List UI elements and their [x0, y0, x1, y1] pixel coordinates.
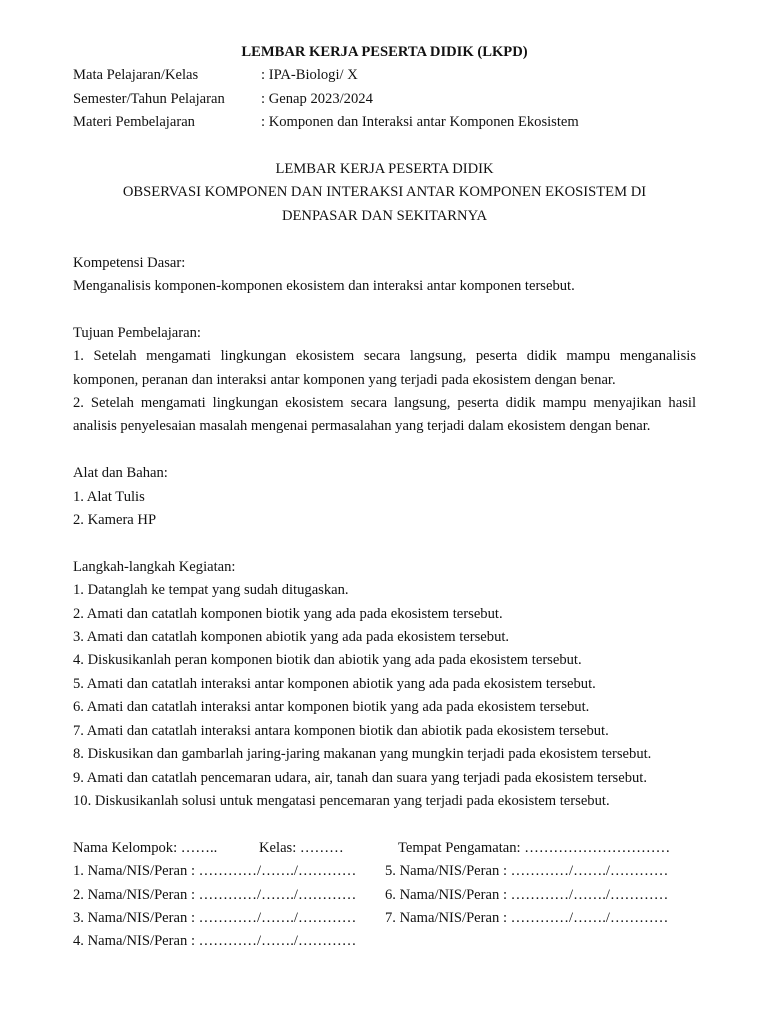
langkah-item: 2. Amati dan catatlah komponen biotik yang ada pada ekosistem tersebut.	[73, 605, 503, 622]
kompetensi-text: Menganalisis komponen-komponen ekosistem dan interaksi antar komponen tersebut.	[73, 278, 575, 295]
member-field: 6. Nama/NIS/Peran : …………/……./…………	[385, 886, 669, 903]
spacer	[73, 532, 696, 555]
section-heading-line-1: LEMBAR KERJA PESERTA DIDIK	[275, 161, 494, 178]
kelas-field: Kelas: ………	[259, 839, 344, 856]
section-heading-line-3: DENPASAR DAN SEKITARNYA	[281, 207, 488, 224]
spacer	[73, 439, 696, 462]
tujuan-label: Tujuan Pembelajaran:	[73, 324, 201, 341]
meta-label: Mata Pelajaran/Kelas	[73, 67, 199, 84]
alat-item: 1. Alat Tulis	[73, 488, 145, 505]
member-field: 3. Nama/NIS/Peran : …………/……./…………	[73, 909, 357, 926]
meta-value: : Komponen dan Interaksi antar Komponen Ekosistem	[261, 114, 579, 131]
meta-label: Semester/Tahun Pelajaran	[73, 90, 225, 107]
langkah-item: 4. Diskusikanlah peran komponen biotik dan abiotik yang ada pada ekosistem tersebut.	[73, 652, 582, 669]
member-row	[73, 930, 696, 953]
member-field: 5. Nama/NIS/Peran : …………/……./…………	[385, 863, 669, 880]
tempat-pengamatan-field: Tempat Pengamatan: …………………………	[398, 839, 671, 856]
langkah-item: 5. Amati dan catatlah interaksi antar komponen abiotik yang ada pada ekosistem tersebut.	[73, 675, 596, 692]
spacer	[73, 135, 696, 158]
meta-row-materi	[73, 111, 696, 134]
langkah-label: Langkah-langkah Kegiatan:	[73, 558, 236, 575]
meta-row-semester	[73, 88, 696, 111]
member-field: 2. Nama/NIS/Peran : …………/……./…………	[73, 886, 357, 903]
spacer	[73, 228, 696, 251]
spacer	[73, 298, 696, 321]
alat-label: Alat dan Bahan:	[73, 465, 168, 482]
section-heading-line-2: OBSERVASI KOMPONEN DAN INTERAKSI ANTAR KOMPONEN EKOSISTEM DI	[122, 184, 647, 201]
langkah-item: 10. Diskusikanlah solusi untuk mengatasi pencemaran yang terjadi pada ekosistem tersebut.	[73, 792, 610, 809]
member-row	[73, 884, 696, 907]
kompetensi-label: Kompetensi Dasar:	[73, 254, 186, 271]
kelompok-header-row	[73, 837, 696, 860]
spacer	[73, 813, 696, 836]
langkah-item: 9. Amati dan catatlah pencemaran udara, air, tanah dan suara yang terjadi pada ekosistem tersebut.	[73, 769, 648, 786]
member-field: 4. Nama/NIS/Peran : …………/……./…………	[73, 933, 357, 950]
meta-row-subject	[73, 64, 696, 87]
nama-kelompok-field: Nama Kelompok: ……..	[73, 839, 218, 856]
langkah-item: 6. Amati dan catatlah interaksi antar komponen biotik yang ada pada ekosistem tersebut.	[73, 699, 590, 716]
member-row	[73, 860, 696, 883]
langkah-item: 8. Diskusikan dan gambarlah jaring-jaring makanan yang mungkin terjadi pada ekosistem tersebut.	[73, 746, 652, 763]
langkah-item: 1. Datanglah ke tempat yang sudah ditugaskan.	[73, 582, 349, 599]
langkah-item: 3. Amati dan catatlah komponen abiotik yang ada pada ekosistem tersebut.	[73, 629, 510, 646]
alat-item: 2. Kamera HP	[73, 512, 157, 529]
document-content	[73, 41, 696, 954]
document-title: LEMBAR KERJA PESERTA DIDIK (LKPD)	[241, 44, 528, 60]
member-row	[73, 907, 696, 930]
tujuan-item: 1. Setelah mengamati lingkungan ekosistem secara langsung, peserta didik mampu menganalisis komponen, peranan dan interaksi antar komponen yang terjadi pada ekosistem dengan benar.	[73, 348, 696, 388]
meta-label: Materi Pembelajaran	[73, 114, 195, 131]
member-field: 1. Nama/NIS/Peran : …………/……./…………	[73, 863, 357, 880]
langkah-item: 7. Amati dan catatlah interaksi antara komponen biotik dan abiotik pada ekosistem tersebut.	[73, 722, 609, 739]
meta-value: : Genap 2023/2024	[261, 90, 373, 107]
tujuan-item: 2. Setelah mengamati lingkungan ekosistem secara langsung, peserta didik mampu menyajikan hasil analisis penyelesaian masalah mengenai permasalahan yang terjadi dalam ekosistem dengan benar.	[73, 395, 696, 435]
member-field: 7. Nama/NIS/Peran : …………/……./…………	[385, 909, 669, 926]
meta-value: : IPA-Biologi/ X	[261, 67, 358, 84]
